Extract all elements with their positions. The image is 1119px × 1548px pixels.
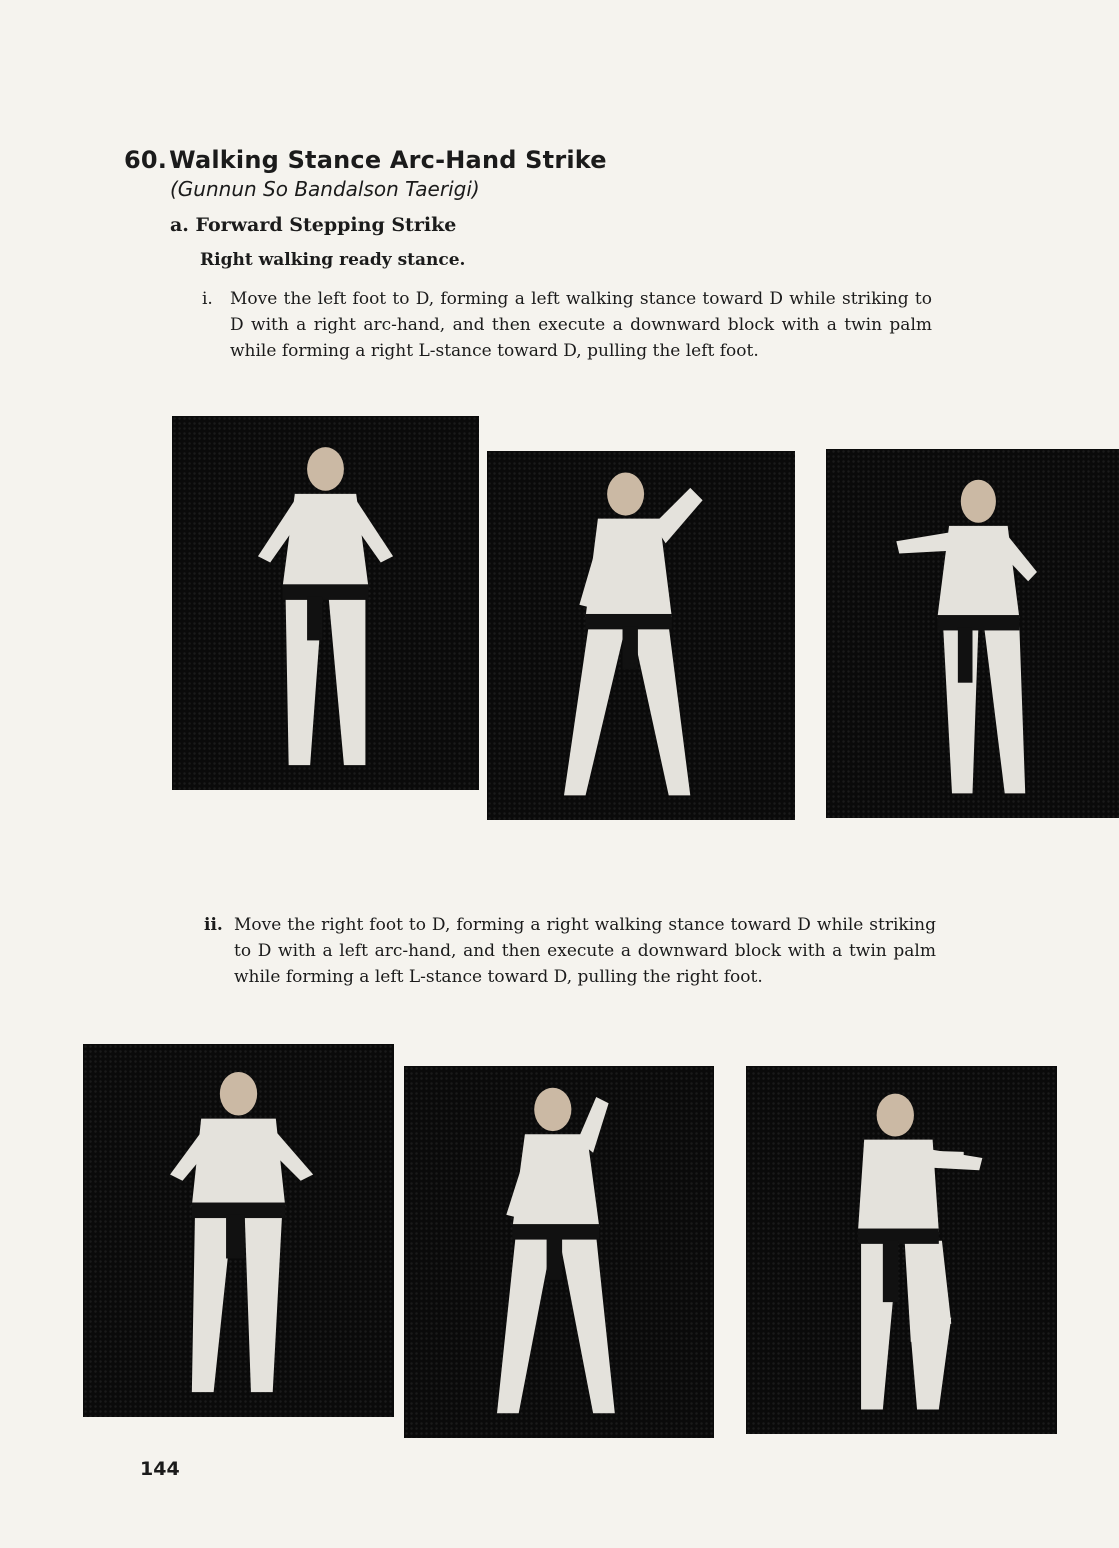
section-title: Walking Stance Arc-Hand Strike	[169, 146, 607, 174]
photo-step-2-c	[746, 1066, 1057, 1434]
subsection-label: a. Forward Stepping Strike	[170, 214, 457, 236]
martial-artist-figure	[172, 416, 479, 790]
step-2-text: Move the right foot to D, forming a right walking stance toward D while striking to D with a left arc-hand, and then execute a downward block with a twin palm while forming a left L-stance toward D, pulling the right foot.	[234, 915, 936, 987]
martial-artist-figure	[487, 451, 795, 820]
step-2	[204, 912, 936, 990]
section-heading	[124, 146, 607, 174]
ready-stance-label: Right walking ready stance.	[200, 250, 466, 270]
section-subtitle: (Gunnun So Bandalson Taerigi)	[170, 177, 480, 201]
step-1	[202, 286, 932, 364]
photo-step-1-a	[172, 416, 479, 790]
martial-artist-figure	[826, 449, 1119, 818]
photo-step-2-a	[83, 1044, 394, 1417]
martial-artist-figure	[83, 1044, 394, 1417]
martial-artist-figure	[746, 1066, 1057, 1434]
photo-step-1-c	[826, 449, 1119, 818]
page-number: 144	[140, 1458, 180, 1480]
martial-artist-figure	[404, 1066, 714, 1438]
photo-step-2-b	[404, 1066, 714, 1438]
step-1-marker: i.	[202, 289, 213, 309]
step-1-text: Move the left foot to D, forming a left walking stance toward D while striking to D with a right arc-hand, and then execute a downward block with a twin palm while forming a right L-stance toward D, pulling the left foot.	[230, 289, 932, 361]
step-2-marker: ii.	[204, 915, 223, 935]
photo-step-1-b	[487, 451, 795, 820]
section-number: 60.	[124, 146, 168, 174]
